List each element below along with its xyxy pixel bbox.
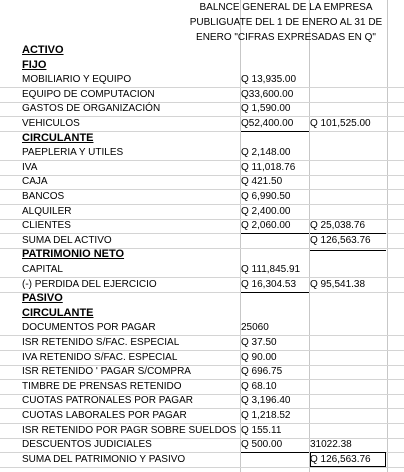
section-heading-row[interactable] <box>0 43 404 58</box>
amount-cell: Q 155.11 <box>241 424 282 436</box>
table-row[interactable] <box>0 160 404 176</box>
total-box-border <box>310 452 386 467</box>
table-row[interactable] <box>0 320 404 336</box>
table-row[interactable] <box>0 101 404 117</box>
amount-cell: Q 1,218.52 <box>241 410 291 421</box>
table-row[interactable] <box>0 116 404 132</box>
account-label: CLIENTES <box>22 220 71 232</box>
section-heading-row[interactable] <box>0 306 404 321</box>
total-cell: Q 126,563.76 <box>310 234 371 246</box>
account-label: IVA <box>22 161 38 173</box>
account-label: PAEPLERIA Y UTILES <box>22 147 124 159</box>
section-heading-row[interactable] <box>0 58 404 73</box>
section-heading: PASIVO <box>22 292 63 305</box>
account-label: DOCUMENTOS POR PAGAR <box>22 322 156 334</box>
amount-cell: Q 696.75 <box>241 366 283 378</box>
table-row[interactable] <box>0 145 404 161</box>
table-row[interactable] <box>0 350 404 366</box>
account-label: EQUIPO DE COMPUTACION <box>22 88 155 100</box>
report-title-line-2: PUBLIGUATE DEL 1 DE ENERO AL 31 DE <box>189 17 383 28</box>
account-label: ISR RETENIDO S/FAC. ESPECIAL <box>22 337 180 348</box>
amount-cell: Q 3,196.40 <box>241 395 291 407</box>
account-label: DESCUENTOS JUDICIALES <box>22 439 152 451</box>
table-row[interactable] <box>0 335 404 351</box>
amount-cell: Q 421.50 <box>241 176 283 188</box>
table-row[interactable] <box>0 233 404 249</box>
section-heading: PATRIMONIO NETO <box>22 248 125 261</box>
table-row[interactable] <box>0 218 404 234</box>
section-heading: ACTIVO <box>22 44 64 56</box>
account-label: ALQUILER <box>22 205 72 217</box>
table-row[interactable] <box>0 277 404 293</box>
amount-cell: Q33,600.00 <box>241 88 294 100</box>
section-heading-row[interactable] <box>0 247 404 262</box>
account-label: SUMA DEL ACTIVO <box>22 234 112 246</box>
amount-cell: Q 111,845.91 <box>241 264 301 275</box>
section-heading: CIRCULANTE <box>22 131 94 144</box>
section-heading: FIJO <box>22 58 47 71</box>
account-label: BANCOS <box>22 191 65 202</box>
table-row[interactable] <box>0 72 404 88</box>
report-title-line-3: ENERO "CIFRAS EXPRESADAS EN Q" <box>196 32 376 43</box>
total-cell: Q 25,038.76 <box>310 220 366 232</box>
amount-cell: Q 500.00 <box>241 439 283 451</box>
account-label: TIMBRE DE PRENSAS RETENIDO <box>22 380 182 392</box>
amount-cell: Q 2,060.00 <box>241 220 291 232</box>
report-title-line-1: BALNCE GENERAL DE LA EMPRESA <box>199 2 373 13</box>
account-label: SUMA DEL PATRIMONIO Y PASIVO <box>22 453 186 465</box>
table-row[interactable] <box>0 364 404 380</box>
table-row[interactable] <box>0 393 404 409</box>
amount-cell: Q 6,990.50 <box>241 191 291 202</box>
account-label: MOBILIARIO Y EQUIPO <box>22 74 132 86</box>
account-label: CAJA <box>22 176 48 188</box>
total-cell: 31022.38 <box>310 439 352 451</box>
account-label: ISR RETENIDO ' PAGAR S/COMPRA <box>22 366 191 378</box>
section-heading-row[interactable] <box>0 131 404 146</box>
amount-cell: 25060 <box>241 322 269 334</box>
table-row[interactable] <box>0 189 404 205</box>
amount-cell: Q 37.50 <box>241 337 277 348</box>
total-cell: Q 95,541.38 <box>310 278 366 290</box>
amount-cell: Q52,400.00 <box>241 118 294 129</box>
amount-cell: Q 1,590.00 <box>241 103 291 115</box>
section-heading: CIRCULANTE <box>22 306 94 319</box>
account-label: CAPITAL <box>22 264 63 275</box>
total-cell: Q 101,525.00 <box>310 118 371 129</box>
table-row[interactable] <box>0 437 404 453</box>
table-row[interactable] <box>0 379 404 395</box>
account-label: CUOTAS PATRONALES POR PAGAR <box>22 395 193 407</box>
account-label: GASTOS DE ORGANIZACIÓN <box>22 103 161 115</box>
amount-cell: Q 11,018.76 <box>241 161 296 173</box>
account-label: ISR RETENIDO POR PAGR SOBRE SUELDOS <box>22 424 237 436</box>
table-row[interactable] <box>0 452 404 468</box>
amount-cell: Q 2,400.00 <box>241 205 291 217</box>
section-heading-row[interactable] <box>0 291 404 306</box>
amount-cell: Q 16,304.53 <box>241 278 297 290</box>
amount-cell: Q 2,148.00 <box>241 147 291 159</box>
amount-cell: Q 68.10 <box>241 380 277 392</box>
table-row[interactable] <box>0 262 404 278</box>
table-row[interactable] <box>0 87 404 103</box>
table-row[interactable] <box>0 408 404 424</box>
amount-cell: Q 90.00 <box>241 351 277 363</box>
total-cell: Q 126,563.76 <box>310 453 371 465</box>
account-label: CUOTAS LABORALES POR PAGAR <box>22 410 187 421</box>
account-label: VEHICULOS <box>22 118 80 129</box>
table-row[interactable] <box>0 423 404 439</box>
account-label: (-) PERDIDA DEL EJERCICIO <box>22 278 157 290</box>
table-row[interactable] <box>0 174 404 190</box>
amount-cell: Q 13,935.00 <box>241 74 297 86</box>
table-row[interactable] <box>0 204 404 220</box>
account-label: IVA RETENIDO S/FAC. ESPECIAL <box>22 351 178 363</box>
